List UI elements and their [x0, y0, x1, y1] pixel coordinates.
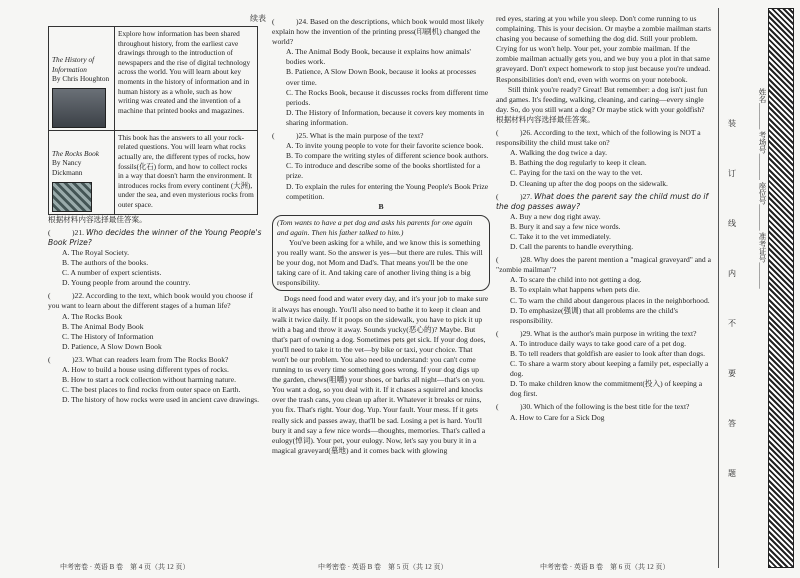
question-30[interactable]: ( )30. Which of the following is the best title for the text? A. How to Care for a Sick Dog [496, 402, 712, 422]
book-author: By Nancy Dickmann [52, 158, 83, 178]
option[interactable]: C. The History of Information [62, 331, 154, 341]
option[interactable]: C. To introduce and describe some of the books shortlisted for a prize. [286, 161, 481, 181]
option[interactable]: C. The best places to find rocks from outer space on Earth. [62, 385, 241, 395]
answer-bracket[interactable]: ( [48, 291, 51, 301]
question-stem: According to the text, which of the following is NOT a responsibility the child must take on? [496, 128, 701, 148]
question-stem: What is the main purpose of the text? [309, 131, 424, 141]
option[interactable]: A. How to build a house using different types of rocks. [62, 364, 229, 374]
continued-label: 续表 [250, 14, 266, 23]
option[interactable]: C. A number of expert scientists. [62, 268, 162, 278]
option[interactable]: A. Buy a new dog right away. [510, 211, 601, 221]
question-28[interactable]: ( )28. Why does the parent mention a "magical graveyard" and a "zombie mailman"? A. To scare the child into not getting a dog. B. To explain what happens when pets die. C. To warn the child about dangerous places in the neighborhood. D. To emphasize(强调) that all problems are the child's responsibility. [496, 255, 711, 325]
book-description: This book has the answers to all your rock-related questions. You will learn what rocks actually are, the different types of rocks, how fossils(化石) form, and how to collect rocks in a way that doesn't harm the environment. It introduces rocks from every continent (大洲), under the sea, and even mysterious rocks from outer space. [115, 130, 258, 214]
question-stem: Based on the descriptions, which book would most likely explain how the invention of the printing press(印刷机) changed the world? [272, 17, 484, 47]
option[interactable]: C. Paying for the taxi on the way to the vet. [510, 168, 643, 178]
answer-bracket[interactable]: ( [272, 17, 275, 26]
answer-bracket[interactable]: ( [48, 354, 51, 364]
option[interactable]: C. To share a warm story about keeping a family pet, especially a dog. [510, 359, 709, 379]
binding-mark: 题 [728, 469, 736, 478]
option[interactable]: B. Patience, A Slow Down Book, because it looks at processes over time. [286, 67, 477, 87]
instruction: 根据材料内容选择最佳答案。 [48, 214, 147, 224]
question-29[interactable]: ( )29. What is the author's main purpose in writing the text? A. To introduce daily ways to take good care of a pet dog. B. To tell readers that goldfish are easier to look after than dogs. C. To share a warm story about keeping a family pet, especially a dog. D. To make children know the commitment(投入) of keeping a dog first. [496, 329, 712, 400]
question-stem: Which of the following is the best title for the text? [533, 402, 690, 412]
book-title: The History of Information [52, 55, 95, 74]
book-cover-image [52, 88, 106, 128]
option[interactable]: A. The Royal Society. [62, 247, 130, 257]
option[interactable]: A. To invite young people to vote for their favorite science book. [286, 141, 484, 151]
option[interactable]: A. Walking the dog twice a day. [510, 148, 608, 158]
option[interactable]: D. Cleaning up after the dog poops on the sidewalk. [510, 178, 668, 188]
binding-mark: 装 [728, 119, 736, 128]
answer-bracket[interactable]: ( [496, 255, 499, 265]
option[interactable]: B. How to start a rock collection without harming nature. [62, 375, 236, 385]
answer-bracket[interactable]: ( [496, 402, 499, 412]
book-cover-image [52, 182, 92, 212]
option[interactable]: B. To compare the writing styles of different science book authors. [286, 151, 489, 161]
option[interactable]: A. How to Care for a Sick Dog [510, 412, 605, 422]
binding-mark: 内 [728, 269, 736, 278]
question-27[interactable]: ( )27. What does the parent say the child must do if the dog passes away? A. Buy a new dog right away. B. Bury it and say a few nice words. C. Take it to the vet immediately. D. Call the parents to handle everything. [496, 192, 712, 253]
option[interactable]: C. The Rocks Book, because it discusses rocks from different time periods. [286, 87, 489, 107]
question-21[interactable]: ( )21. Who decides the winner of the Young People's Book Prize? A. The Royal Society. B. The authors of the books. C. A number of expert scientists. D. Young people from around the country. [48, 228, 266, 289]
decorative-border-pattern [768, 8, 794, 568]
answer-bracket[interactable]: ( [48, 227, 51, 237]
passage-intro-box [272, 215, 490, 292]
option[interactable]: D. To make children know the commitment(投入) of keeping a dog first. [510, 379, 703, 399]
option[interactable]: B. Bathing the dog regularly to keep it clean. [510, 158, 647, 168]
binding-sidebar [718, 8, 794, 568]
binding-line [718, 8, 752, 568]
option[interactable]: B. To explain what happens when pets die. [510, 285, 640, 295]
option[interactable]: A. To introduce daily ways to take good care of a pet dog. [510, 338, 687, 348]
book-title: The Rocks Book [52, 148, 100, 158]
question-22[interactable]: ( )22. According to the text, which book would you choose if you want to learn about the different stages of a human life? A. The Rocks Book B. The Animal Body Book C. The History of Information D. Patience, A Slow Down Book [48, 291, 266, 352]
answer-bracket[interactable]: ( [496, 328, 499, 338]
table-row [49, 27, 258, 131]
option[interactable]: D. Young people from around the country. [62, 278, 191, 288]
page-footer: 中考密卷 · 英语 B 卷 第 4 页（共 12 页） [60, 563, 190, 571]
instruction: 根据材料内容选择最佳答案。 [496, 114, 595, 124]
answer-bracket[interactable]: ( [496, 191, 499, 201]
binding-mark: 不 [728, 319, 736, 328]
column-2 [272, 14, 490, 456]
question-stem: What is the author's main purpose in writing the text? [533, 328, 697, 338]
question-stem: What can readers learn from The Rocks Book? [85, 354, 229, 364]
option[interactable]: B. To tell readers that goldfish are easier to look after than dogs. [510, 349, 706, 358]
column-1 [48, 14, 266, 405]
option[interactable]: B. The authors of the books. [62, 258, 149, 268]
option[interactable]: D. Patience, A Slow Down Book [62, 341, 162, 351]
answer-bracket[interactable]: ( [496, 128, 499, 138]
book-table [48, 26, 258, 215]
option[interactable]: D. The history of how rocks were used in ancient cave drawings. [62, 395, 260, 405]
option[interactable]: D. To emphasize(强调) that all problems are the child's responsibility. [510, 305, 678, 325]
page-footer: 中考密卷 · 英语 B 卷 第 6 页（共 12 页） [540, 563, 670, 571]
question-stem: According to the text, which book would you choose if you want to learn about the different stages of a human life? [48, 291, 253, 311]
option[interactable]: B. The Animal Body Book [62, 321, 144, 331]
option[interactable]: A. The Animal Body Book, because it explains how animals' bodies work. [286, 47, 471, 67]
passage-intro: (Tom wants to have a pet dog and asks his parents for one again and again. Then his father talked to him.) [277, 217, 473, 237]
passage-paragraph: Still think you're ready? Great! But remember: a dog isn't just fun and games. It's feeding, walking, cleaning, and caring—every single day. So, do you still want a dog? Or maybe stick with your goldfish? [496, 84, 708, 114]
option[interactable]: C. To warn the child about dangerous places in the neighborhood. [510, 295, 710, 305]
question-stem: Why does the parent mention a "magical graveyard" and a "zombie mailman"? [496, 255, 711, 275]
option[interactable]: D. Call the parents to handle everything. [510, 242, 634, 252]
binding-mark: 订 [728, 169, 736, 178]
option[interactable]: D. To explain the rules for entering the Young People's Book Prize competition. [286, 181, 489, 201]
book-cell [49, 130, 115, 214]
book-cell [49, 27, 115, 131]
candidate-info[interactable]: 姓名_______ 考场号_______ 座位号_______ 准考证号_______ [758, 88, 767, 289]
answer-bracket[interactable]: ( [272, 131, 275, 141]
section-b-heading: B [378, 201, 384, 211]
option[interactable]: D. The History of Information, because it covers key moments in sharing information. [286, 107, 485, 127]
binding-mark: 要 [728, 369, 736, 378]
option[interactable]: A. The Rocks Book [62, 311, 123, 321]
passage-paragraph: You've been asking for a while, and we know this is something you really want. So the answer is yes—but there are rules. This will be your dog, not Mom and Dad's. That means you'll be the one taking care of it. And taking care of another living thing is a big responsibility. [277, 237, 483, 288]
option[interactable]: A. To scare the child into not getting a dog. [510, 275, 642, 285]
page-footer: 中考密卷 · 英语 B 卷 第 5 页（共 12 页） [318, 563, 448, 571]
binding-mark: 线 [728, 219, 736, 228]
question-24[interactable]: ( )24. Based on the descriptions, which book would most likely explain how the invention of the printing press(印刷机) changed the world? A. The Animal Body Book, because it explains how animals' bodies work. B. Patience, A Slow Down Book, because it looks at processes over time. C. The Rocks Book, because it discusses rocks from different time periods. D. The History of Information, because it covers key moments in sharing information. [272, 17, 489, 127]
binding-mark: 答 [728, 419, 736, 428]
book-description: Explore how information has been shared throughout history, from the earliest cave drawings through to the introduction of newspapers and the rise of digital technology across the world. You will learn about key moments in the history of information and in human history as a whole, such as how writing was created and the invention of a machine that printed books and magazines. [115, 27, 258, 131]
option[interactable]: B. Bury it and say a few nice words. [510, 221, 621, 231]
question-25[interactable]: ( )25. What is the main purpose of the text? A. To invite young people to vote for their favorite science book. B. To compare the writing styles of different science book authors. C. To introduce and describe some of the books shortlisted for a prize. D. To explain the rules for entering the Young People's Book Prize competition. [272, 131, 489, 201]
book-author: By Chris Houghton [52, 74, 110, 84]
question-26[interactable]: ( )26. According to the text, which of the following is NOT a responsibility the child must take on? A. Walking the dog twice a day. B. Bathing the dog regularly to keep it clean. C. Paying for the taxi on the way to the vet. D. Cleaning up after the dog poops on the sidewalk. [496, 128, 712, 189]
question-23[interactable]: ( )23. What can readers learn from The Rocks Book? A. How to build a house using different types of rocks. B. How to start a rock collection without harming nature. C. The best places to find rocks from outer space on Earth. D. The history of how rocks were used in ancient cave drawings. [48, 355, 266, 405]
passage-paragraph: red eyes, staring at you while you sleep. Don't come running to us complaining. This is your decision. Or maybe a zombie mailman starts chasing you because of something the dog did. Still your problem. Crying for us won't help. Your pet, your zombie mailman. If the zombie mailman actually gets you, and we buy you a plot in that same graveyard. Don't expect homework to stop just because you're undead. Responsibilities don't end, even with worms on your notebook. [496, 14, 711, 84]
column-3 [496, 14, 712, 423]
question-stem: Who decides the winner of the Young People's Book Prize? [48, 227, 262, 247]
option[interactable]: C. Take it to the vet immediately. [510, 231, 611, 241]
table-row [49, 130, 258, 214]
passage-paragraph: Dogs need food and water every day, and it's your job to make sure it always has enough. You'll also need to bathe it to keep it clean and walk it twice daily. If it poops on the sidewalk, you have to pick it up with a bag and throw it away. Sounds yucky(恶心的)? Maybe. But that's part of owning a dog. Sometimes pets get sick. If your dog does, you'll need to take it to the vet—by bike or taxi, your choice. That won't be our problem. You also need to understand: you can't come running to us every time something goes wrong. If your dog digs up the garden, chews(咀嚼) your shoes, or barks all night—that's on you. You want a dog, so you deal with it. If it chases a squirrel and knocks over the trash cans, you clean up after it. Whatever it breaks or ruins, you fix. That's right. Your dog. Yup. Your fault. Your mess. If it gets really sick and passes away, that'll be sad. Losing a pet is hard. You'll bury it and say a few nice words—thoughts, memories. That's called a eulogy(悼词). Your pet, your eulogy. Now, let's say you bury it in a magical graveyard(墓地) and it comes back with glowing [272, 294, 489, 455]
question-stem: What does the parent say the child must do if the dog passes away? [496, 191, 709, 211]
